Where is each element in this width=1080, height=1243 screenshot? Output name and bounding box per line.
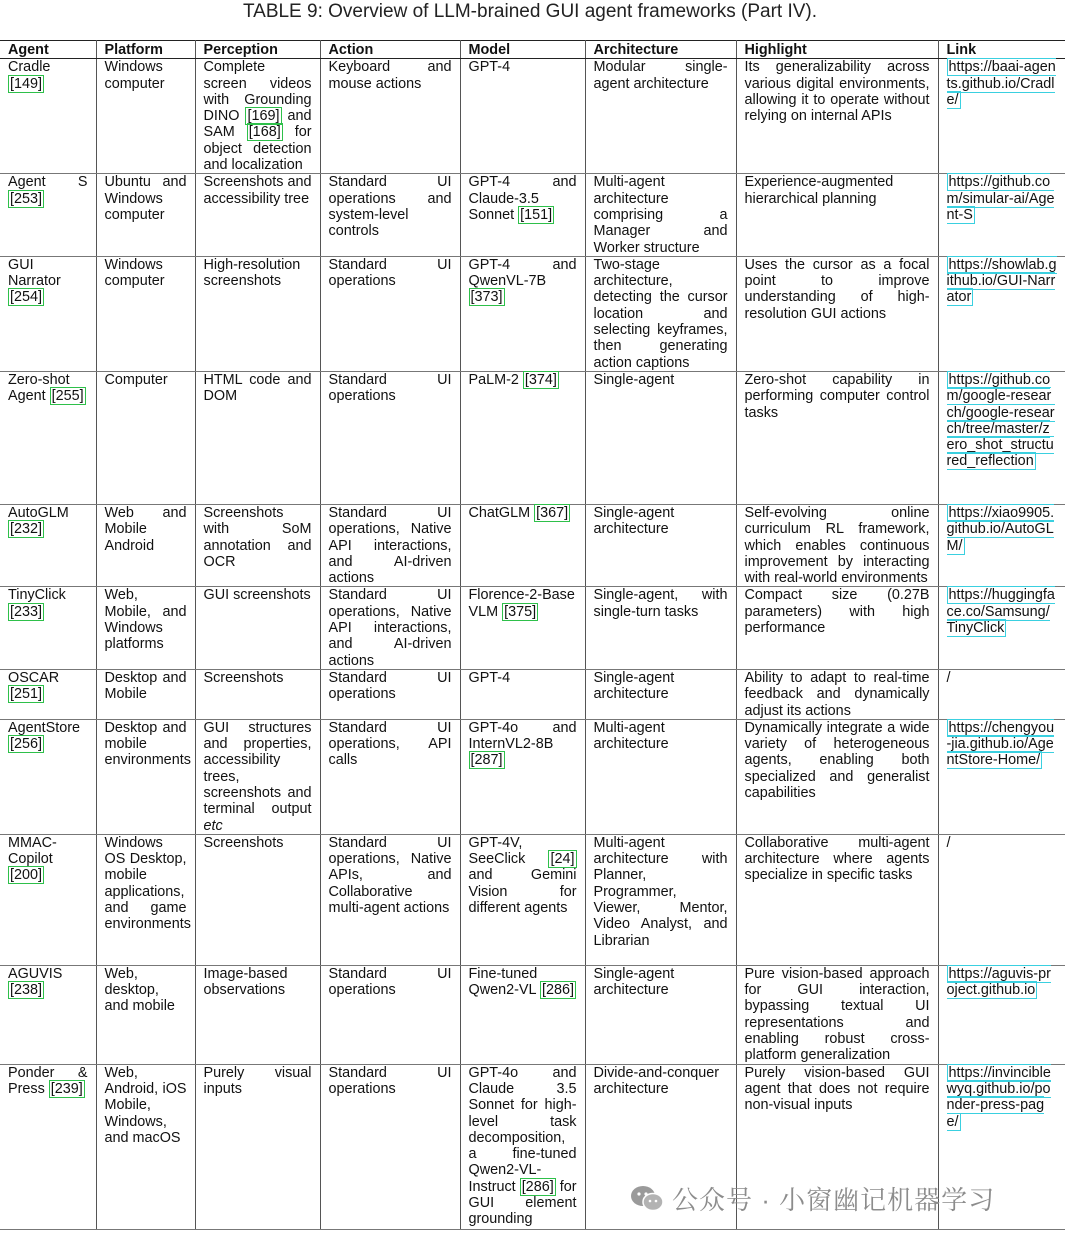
- table-row: [0, 669, 1065, 719]
- perception-text: for object detection and localization: [203, 124, 312, 174]
- highlight-cell: Compact size (0.27B parameters) with high performance: [736, 587, 938, 669]
- link-cell: [938, 719, 1065, 834]
- perception-cell: [195, 256, 320, 371]
- citation[interactable]: [238]: [10, 982, 43, 999]
- model-text: GPT-4: [468, 669, 511, 686]
- citation[interactable]: [232]: [10, 521, 43, 538]
- agent-cell: [0, 1064, 96, 1229]
- link-cell: [938, 965, 1065, 1064]
- citation[interactable]: [169]: [247, 108, 280, 125]
- link-cell: [938, 587, 1065, 669]
- architecture-cell: Single-agent architecture: [585, 504, 736, 586]
- perception-cell: [195, 669, 320, 719]
- perception-text: HTML code and DOM: [203, 371, 312, 405]
- no-link: /: [946, 834, 951, 851]
- citation[interactable]: [286]: [521, 1178, 554, 1195]
- highlight-cell: Uses the cursor as a focal point to improve understanding of high-resolution GUI actions: [736, 256, 938, 371]
- perception-text: High-resolution screenshots: [203, 256, 301, 290]
- model-cell: [460, 174, 585, 256]
- citation[interactable]: [254]: [10, 289, 43, 306]
- link-cell: [938, 59, 1065, 174]
- citation[interactable]: [233]: [10, 603, 43, 620]
- perception-cell: [195, 719, 320, 834]
- header-action: Action: [320, 41, 460, 59]
- agent-name: MMAC-Copilot: [8, 834, 57, 868]
- link-cell: [938, 834, 1065, 965]
- agent-name: Ponder & Press: [8, 1064, 88, 1097]
- architecture-cell: Two-stage architecture, detecting the cursor location and selecting keyframes, then generating action captions: [585, 256, 736, 371]
- perception-cell: [195, 371, 320, 504]
- perception-cell: [195, 965, 320, 1064]
- table-caption: TABLE 9: Overview of LLM-brained GUI agent frameworks (Part IV).: [242, 1, 818, 22]
- header-architecture: Architecture: [585, 41, 736, 59]
- model-text: Florence-2-Base VLM: [468, 587, 575, 620]
- platform-cell: Desktop and Mobile: [96, 669, 195, 719]
- platform-cell: Web, Android, iOS Mobile, Windows, and macOS: [96, 1064, 195, 1229]
- perception-text: Screenshots with SoM annotation and OCR: [203, 504, 312, 570]
- model-text: ChatGLM: [468, 504, 531, 521]
- architecture-cell: Divide-and-conquer architecture: [585, 1064, 736, 1229]
- architecture-cell: Single-agent architecture: [585, 965, 736, 1064]
- perception-text: GUI structures and properties, accessibility trees, screenshots and terminal output: [203, 719, 312, 818]
- link-cell: [938, 669, 1065, 719]
- project-link[interactable]: https://xiao9905.github.io/AutoGLM/: [946, 504, 1055, 554]
- perception-cell: [195, 504, 320, 586]
- perception-cell: [195, 1064, 320, 1229]
- architecture-cell: Single-agent, with single-turn tasks: [585, 587, 736, 669]
- platform-cell: Web, desktop, and mobile: [96, 965, 195, 1064]
- action-cell: Standard UI operations, Native API interactions, and AI-driven actions: [320, 504, 460, 586]
- agent-name: AutoGLM: [8, 504, 69, 521]
- architecture-cell: Single-agent: [585, 371, 736, 504]
- agent-name: AGUVIS: [8, 965, 63, 982]
- citation[interactable]: [373]: [470, 289, 503, 306]
- perception-text: Purely visual inputs: [203, 1064, 312, 1097]
- watermark: [630, 1180, 995, 1217]
- link-cell: [938, 174, 1065, 256]
- link-cell: [938, 504, 1065, 586]
- architecture-cell: Single-agent architecture: [585, 669, 736, 719]
- table-row: [0, 587, 1065, 669]
- framework-table: [0, 40, 1065, 1230]
- highlight-cell: Dynamically integrate a wide variety of heterogeneous agents, enabling both specialized and generalist capabilities: [736, 719, 938, 834]
- table-row: [0, 174, 1065, 256]
- model-cell: [460, 504, 585, 586]
- citation[interactable]: [253]: [10, 190, 43, 207]
- platform-cell: Ubuntu and Windows computer: [96, 174, 195, 256]
- project-link[interactable]: https://github.com/simular-ai/Agent-S: [946, 174, 1055, 223]
- model-cell: [460, 965, 585, 1064]
- no-link: /: [946, 669, 951, 686]
- highlight-cell: Its generalizability across various digital environments, allowing it to operate without relying on internal APIs: [736, 59, 938, 174]
- agent-name: TinyClick: [8, 587, 66, 604]
- perception-etc: etc: [203, 817, 223, 834]
- agent-cell: [0, 587, 96, 669]
- model-text: Fine-tuned Qwen2-VL: [468, 965, 538, 999]
- link-cell: [938, 256, 1065, 371]
- platform-cell: Computer: [96, 371, 195, 504]
- perception-text: Screenshots and accessibility tree: [203, 174, 312, 207]
- agent-name: OSCAR: [8, 669, 60, 686]
- perception-cell: [195, 587, 320, 669]
- header-platform: Platform: [96, 41, 195, 59]
- platform-cell: Windows computer: [96, 59, 195, 174]
- table-row: [0, 59, 1065, 174]
- platform-cell: Desktop and mobile environments: [96, 719, 195, 834]
- action-cell: Standard UI operations and system-level controls: [320, 174, 460, 256]
- agent-name: AgentStore: [8, 719, 81, 736]
- platform-cell: Windows computer: [96, 256, 195, 371]
- project-link[interactable]: https://showlab.github.io/GUI-Narrator: [946, 256, 1057, 306]
- model-cell: [460, 834, 585, 965]
- project-link[interactable]: https://baai-agents.github.io/Cradle/: [946, 59, 1056, 108]
- model-text: PaLM-2: [468, 371, 519, 388]
- citation[interactable]: [375]: [504, 603, 537, 620]
- agent-name: Agent S: [8, 174, 88, 191]
- model-text: GPT-4V, SeeClick: [468, 834, 526, 868]
- project-link[interactable]: https://chengyou-jia.github.io/AgentStore-Home/: [946, 719, 1055, 769]
- action-cell: Standard UI operations, API calls: [320, 719, 460, 834]
- link-cell: [938, 371, 1065, 504]
- table-row: [0, 834, 1065, 965]
- table-row: [0, 965, 1065, 1064]
- perception-text: GUI screenshots: [203, 587, 311, 604]
- agent-cell: [0, 59, 96, 174]
- agent-cell: [0, 719, 96, 834]
- model-text: GPT-4o and Claude 3.5 Sonnet for high-level task decomposition, a fine-tuned Qwen2-VL-Instruct: [468, 1064, 577, 1195]
- perception-text: Image-based observations: [203, 965, 288, 999]
- wechat-icon: [630, 1185, 664, 1213]
- model-cell: [460, 1064, 585, 1229]
- architecture-cell: Multi-agent architecture comprising a Manager and Worker structure: [585, 174, 736, 256]
- architecture-cell: Multi-agent architecture with Planner, Programmer, Viewer, Mentor, Video Analyst, and Librarian: [585, 834, 736, 965]
- platform-cell: Windows OS Desktop, mobile applications, and game environments: [96, 834, 195, 965]
- highlight-cell: Ability to adapt to real-time feedback and dynamically adjust its actions: [736, 669, 938, 719]
- model-cell: [460, 256, 585, 371]
- highlight-cell: Self-evolving online curriculum RL framework, which enables continuous improvement by interacting with real-world environments: [736, 504, 938, 586]
- agent-cell: [0, 669, 96, 719]
- agent-cell: [0, 965, 96, 1064]
- model-text: GPT-4o and InternVL2-8B: [468, 719, 577, 753]
- header-model: Model: [460, 41, 585, 59]
- highlight-cell: Zero-shot capability in performing computer control tasks: [736, 371, 938, 504]
- table-row: [0, 371, 1065, 504]
- table-row: [0, 504, 1065, 586]
- model-cell: [460, 587, 585, 669]
- citation[interactable]: [168]: [248, 124, 281, 141]
- model-text: GPT-4: [468, 59, 511, 76]
- agent-cell: [0, 174, 96, 256]
- action-cell: Standard UI operations: [320, 371, 460, 504]
- perception-cell: [195, 59, 320, 174]
- citation[interactable]: [149]: [10, 75, 43, 92]
- perception-cell: [195, 834, 320, 965]
- perception-cell: [195, 174, 320, 256]
- architecture-cell: Modular single-agent architecture: [585, 59, 736, 174]
- perception-text: Complete screen videos with Grounding DINO: [203, 59, 312, 125]
- project-link[interactable]: https://aguvis-project.github.io: [946, 965, 1051, 999]
- highlight-cell: Pure vision-based approach for GUI interaction, bypassing textual UI representations and enabling robust cross-platform generalization: [736, 965, 938, 1064]
- table-row: [0, 719, 1065, 834]
- perception-text: Screenshots: [203, 669, 284, 686]
- model-text: for GUI element grounding: [468, 1178, 577, 1228]
- agent-cell: [0, 256, 96, 371]
- action-cell: Standard UI operations: [320, 669, 460, 719]
- agent-name: Cradle: [8, 59, 51, 76]
- model-text: GPT-4 and QwenVL-7B: [468, 256, 577, 290]
- action-cell: Keyboard and mouse actions: [320, 59, 460, 174]
- agent-cell: [0, 504, 96, 586]
- citation[interactable]: [256]: [10, 736, 43, 753]
- agent-name: GUI Narrator: [8, 256, 61, 290]
- action-cell: Standard UI operations: [320, 1064, 460, 1229]
- action-cell: Standard UI operations: [320, 965, 460, 1064]
- citation[interactable]: [255]: [51, 388, 84, 405]
- perception-text: Screenshots: [203, 834, 284, 851]
- model-cell: [460, 719, 585, 834]
- model-text: GPT-4 and Claude-3.5 Sonnet: [468, 174, 577, 223]
- citation[interactable]: [251]: [10, 686, 43, 703]
- citation[interactable]: [367]: [536, 504, 569, 521]
- agent-cell: [0, 834, 96, 965]
- citation[interactable]: [24]: [550, 851, 575, 868]
- header-link: Link: [938, 41, 1065, 59]
- header-perception: Perception: [195, 41, 320, 59]
- citation[interactable]: [287]: [470, 752, 503, 769]
- watermark-text: 公众号 · 小窗幽记机器学习: [672, 1185, 996, 1215]
- model-cell: [460, 371, 585, 504]
- header-highlight: Highlight: [736, 41, 938, 59]
- citation[interactable]: [374]: [524, 371, 557, 388]
- header-row: [0, 41, 1065, 59]
- action-cell: Standard UI operations, Native APIs, and Collaborative multi-agent actions: [320, 834, 460, 965]
- platform-cell: Web, Mobile, and Windows platforms: [96, 587, 195, 669]
- perception-text: and SAM: [203, 108, 312, 141]
- citation[interactable]: [239]: [50, 1080, 83, 1097]
- highlight-cell: Experience-augmented hierarchical planning: [736, 174, 938, 256]
- agent-name: Zero-shot Agent: [8, 371, 70, 405]
- action-cell: Standard UI operations, Native API interactions, and AI-driven actions: [320, 587, 460, 669]
- action-cell: Standard UI operations: [320, 256, 460, 371]
- project-link[interactable]: https://github.com/google-research/google-research/tree/master/zero_shot_structured_reflection: [946, 371, 1055, 470]
- highlight-cell: Purely vision-based GUI agent that does not require non-visual inputs: [736, 1064, 938, 1229]
- architecture-cell: Multi-agent architecture: [585, 719, 736, 834]
- project-link[interactable]: https://invinciblewyq.github.io/ponder-press-page/: [946, 1064, 1051, 1130]
- citation[interactable]: [286]: [541, 982, 574, 999]
- model-cell: [460, 59, 585, 174]
- model-cell: [460, 669, 585, 719]
- project-link[interactable]: https://huggingface.co/Samsung/TinyClick: [946, 587, 1055, 637]
- platform-cell: Web and Mobile Android: [96, 504, 195, 586]
- citation[interactable]: [200]: [10, 867, 43, 884]
- highlight-cell: Collaborative multi-agent architecture where agents specialize in specific tasks: [736, 834, 938, 965]
- table-row: [0, 256, 1065, 371]
- model-text: and Gemini Vision for different agents: [468, 867, 577, 917]
- citation[interactable]: [151]: [520, 206, 553, 223]
- agent-cell: [0, 371, 96, 504]
- header-agent: Agent: [0, 41, 96, 59]
